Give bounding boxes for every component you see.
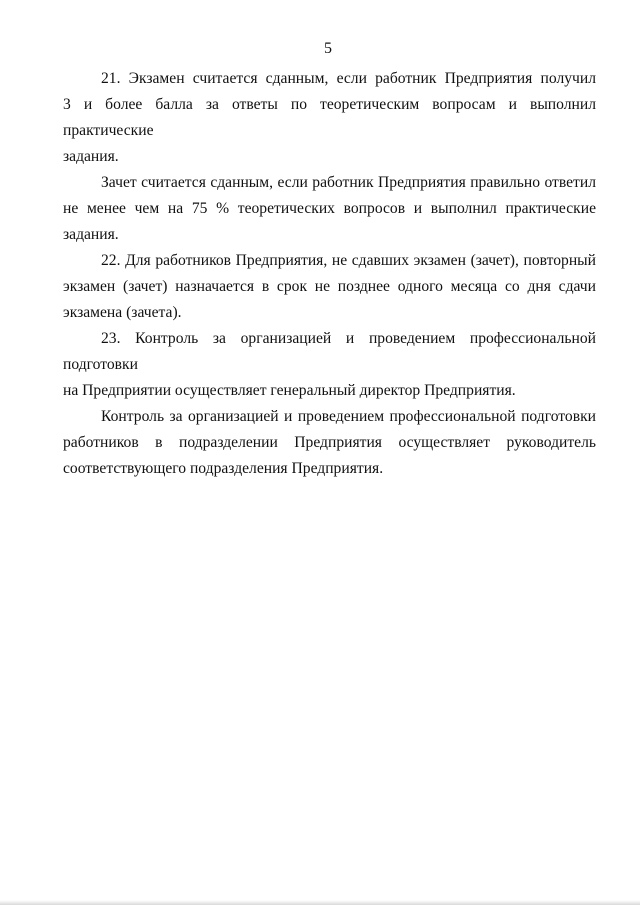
page-number: 5	[324, 40, 332, 57]
paragraph-line: Зачет считается сданным, если работник Предприятия правильно ответил	[101, 174, 596, 191]
paragraph-line: 22. Для работников Предприятия, не сдавших экзамен (зачет), повторный	[101, 252, 596, 269]
paragraph-control	[63, 404, 596, 482]
paragraph-line: 21. Экзамен считается сданным, если работник Предприятия получил	[101, 70, 596, 87]
document-body	[63, 66, 596, 482]
paragraph-line: экзамена (зачета).	[63, 304, 182, 321]
paragraph-line: соответствующего подразделения Предприятия.	[63, 460, 384, 477]
paragraph-22	[63, 248, 596, 326]
paragraph-line: не менее чем на 75 % теоретических вопросов и выполнил практические задания.	[63, 200, 596, 243]
paragraph-line: на Предприятии осуществляет генеральный директор Предприятия.	[63, 382, 516, 399]
paragraph-line: 3 и более балла за ответы по теоретическим вопросам и выполнил практические	[63, 96, 596, 139]
paragraph-line: Контроль за организацией и проведением профессиональной подготовки	[101, 408, 596, 425]
page-bottom-edge	[0, 900, 640, 905]
paragraph-line: 23. Контроль за организацией и проведением профессиональной подготовки	[63, 330, 596, 373]
paragraph-line: экзамен (зачет) назначается в срок не позднее одного месяца со дня сдачи	[63, 278, 596, 295]
paragraph-line: работников в подразделении Предприятия осуществляет руководитель	[63, 434, 596, 451]
paragraph-line: задания.	[63, 148, 119, 165]
paragraph-21	[63, 66, 596, 170]
paragraph-23	[63, 326, 596, 404]
paragraph-credit	[63, 170, 596, 248]
